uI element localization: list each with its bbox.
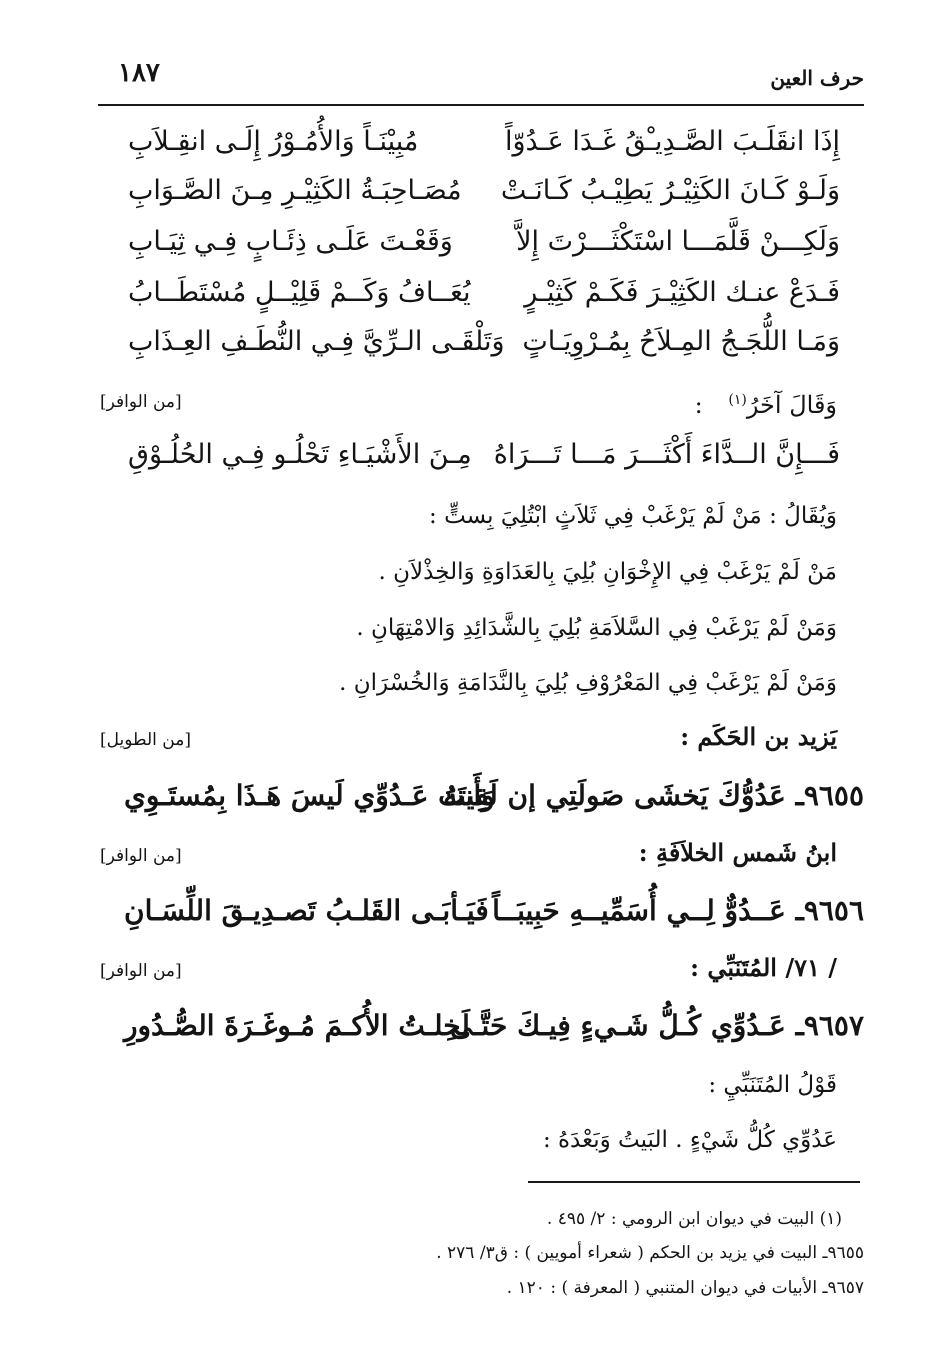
prose-line-4: وَمَنْ لَمْ يَرْغَبْ فِي المَعْرُوْفِ بُلِيَ بِالنَّدَامَةِ وَالخُسْرَانِ . [339, 670, 837, 696]
verse-3-first-hemistich: وَلَكِـــنْ قَلَّمَـــا اسْتَكْثَـــرْتَ إِلاَّ [516, 226, 840, 257]
closing-line-2: عَدُوِّي كُلُّ شَيْءٍ . البَيتُ وَبَعْدَهُ : [542, 1127, 837, 1153]
verse-9656-first-hemistich: ٩٦٥٦ـ عَــدُوٌّ لِــي أُسَمِّيــهِ حَبِيبَــاً [492, 894, 864, 927]
header-rule [98, 104, 864, 106]
verse-9657-first-hemistich: ٩٦٥٧ـ عَـدُوِّي كُـلُّ شَـيءٍ فِيـكَ حَتَّـى [450, 1009, 864, 1042]
verse-1-second-hemistich: مُبِيْنَـاً وَالأُمُـوْرُ إِلَـى انقِـلاَبِ [128, 126, 419, 157]
poet-name-9657: / ٧١/ المُتَنَبِّي : [690, 953, 837, 982]
meter-label-9655: [من الطويل] [100, 730, 191, 750]
poet-intro-text: وَقَالَ آخَرُ [746, 391, 837, 419]
verse-9657-second-hemistich: لَخِلـتُ الأُكـمَ مُـوغَـرَةَ الصُّـدُورِ [124, 1009, 470, 1042]
footnote-9657: ٩٦٥٧ـ الأبيات في ديوان المتنبي ( المعرفة ) : ١٢٠ . [506, 1278, 864, 1298]
footnote-9655: ٩٦٥٥ـ البيت في يزيد بن الحكم ( شعراء أمويين ) : ق٣/ ٢٧٦ . [436, 1243, 864, 1263]
verse-4-second-hemistich: يُعَــافُ وَكَــمْ قَلِيْــلٍ مُسْتَطَــابُ [128, 277, 471, 308]
meter-label-9657: [من الوافر] [100, 961, 182, 981]
poet-name-9655: يَزيد بن الحَكَم : [680, 722, 837, 751]
verse-9656-second-hemistich: فَيَـأبَـى القَلـبُ تَصـدِيـقَ اللِّسَـانِ [124, 894, 489, 927]
verse-2-first-hemistich: وَلَـوْ كَـانَ الكَثِيْـرُ يَطِيْـبُ كَـانَـتْ [500, 175, 840, 206]
intro-colon: : [694, 391, 703, 419]
chapter-title: حرف العين [770, 66, 864, 90]
verse-5-first-hemistich: وَمَـا اللُّجَـجُ المِـلاَحُ بِمُـرْوِيَـاتٍ [522, 326, 840, 357]
prose-line-2: مَنْ لَمْ يَرْغَبْ فِي الإِخْوَانِ بُلِيَ بِالعَدَاوَةِ وَالخِذْلاَنِ . [378, 559, 837, 585]
closing-line-1: قَوْلُ المُتَنَبِّيِ : [708, 1072, 837, 1098]
verse-6-first-hemistich: فَـــإِنَّ الــدَّاءَ أَكْثَـــرَ مَـــا تَـــرَاهُ [493, 439, 840, 470]
verse-9655-second-hemistich: وَأَنتَ عَـدُوِّي لَيسَ هَـذَا بِمُستَـوِي [124, 779, 495, 812]
footnote-rule [528, 1181, 860, 1183]
meter-label-9656: [من الوافر] [100, 846, 182, 866]
page-number: ١٨٧ [118, 58, 160, 88]
verse-2-second-hemistich: مُصَـاحِبَـةُ الكَثِيْـرِ مِـنَ الصَّـوَابِ [128, 175, 462, 206]
verse-4-first-hemistich: فَـدَعْ عنـك الكَثِيْـرَ فَكَـمْ كَثِيْـرٍ [524, 277, 840, 308]
verse-1-first-hemistich: إِذَا انقَلَـبَ الصَّـدِيـْقُ غَـدَا عَـدُوّاً [505, 126, 840, 157]
poet-name-9656: ابنُ شَمس الخلاَفَةِ : [638, 838, 837, 867]
prose-line-1: وَيُقَالُ : مَنْ لَمْ يَرْغَبْ فِي ثَلاَثٍ ابْتُلِيَ بِستٍّ : [429, 503, 837, 529]
verse-9655-first-hemistich: ٩٦٥٥ـ عَدُوُّكَ يَخشَى صَولَتِي إن لَقِيتَهُ [443, 779, 864, 812]
prose-line-3: وَمَنْ لَمْ يَرْغَبْ فِي السَّلاَمَةِ بُلِيَ بِالشَّدَائِدِ وَالامْتِهَانِ . [356, 615, 837, 641]
verse-5-second-hemistich: وَتَلْقَـى الـرِّيَّ فِـي النُّطَـفِ العِـذَابِ [128, 326, 505, 357]
verse-3-second-hemistich: وَقَعْـتَ عَلَـى ذِئَـابٍ فِـي ثِيَـابِ [128, 226, 453, 257]
meter-label: [من الوافر] [100, 392, 182, 412]
verse-6-second-hemistich: مِـنَ الأَشْيَـاءِ تَحْلُـو فِـي الحُلُـوْقِ [128, 439, 472, 470]
footnote-ref: (١) [728, 392, 747, 408]
poet-intro-other [695, 382, 837, 423]
footnote-1: (١) البيت في ديوان ابن الرومي : ٢/ ٤٩٥ . [546, 1209, 842, 1229]
